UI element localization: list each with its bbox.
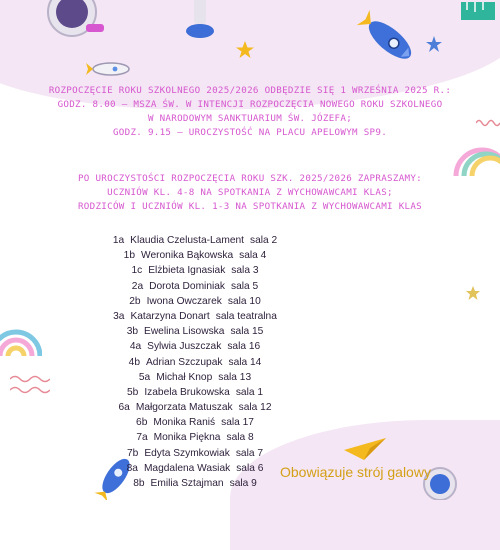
announcement-line: RODZICÓW I UCZNIÓW KL. 1-3 NA SPOTKANIA Z WYCHOWAWCAMI KLAS [77,201,423,212]
teacher-name: Izabela Brukowska [144,386,230,398]
announcement-line: W NARODOWYM SANKTUARIUM ŚW. JÓZEFA; [147,113,353,124]
class-code: 3a [113,310,125,322]
teacher-name: Małgorzata Matuszak [135,402,233,414]
room-number: sala 16 [227,341,261,353]
teacher-name: Klaudia Czelusta-Lament [130,235,244,246]
room-number: sala teatralna [215,310,277,322]
announcement-line: GODZ. 8.00 – MSZA ŚW. W INTENCJI ROZPOCZĘCIA NOWEGO ROKU SZKOLNEGO [57,99,443,110]
announcement-line: PO UROCZYSTOŚCI ROZPOCZĘCIA ROKU SZK. 2025/2026 ZAPRASZAMY: [77,173,423,184]
announcement-line: UCZNIÓW KL. 4-8 NA SPOTKANIA Z WYCHOWAWCAMI KLAS; [107,187,393,198]
room-number: sala 8 [226,432,254,444]
room-number: sala 1 [235,386,264,398]
class-code: 4b [128,356,141,368]
announcement-line: GODZ. 9.15 — UROCZYSTOŚĆ NA PLACU APELOWYM SP9. [112,127,388,138]
room-number: sala 12 [238,402,272,414]
teacher-name: Iwona Owczarek [146,295,222,307]
class-row [0,355,390,370]
room-number: sala 10 [227,295,261,307]
room-number: sala 6 [236,462,264,474]
class-code: 1a [112,235,125,246]
teacher-name: Ewelina Lisowska [144,326,225,338]
class-row [0,324,390,339]
class-room-list [0,233,390,491]
class-code: 8b [133,478,145,489]
class-code: 2a [131,280,144,292]
class-row [0,446,390,461]
class-code: 7b [126,447,139,459]
room-number: sala 14 [228,356,262,368]
teacher-name: Sylwia Juszczak [147,341,222,353]
small-rocket-icon [85,60,135,80]
class-code: 1c [131,265,143,277]
star-icon [425,35,443,53]
announcement-line: ROZPOCZĘCIE ROKU SZKOLNEGO 2025/2026 ODBĘDZIE SIĘ 1 WRZEŚNIA 2025 R.: [48,85,452,96]
astronaut-leg-icon [180,0,220,45]
teacher-name: Edyta Szymkowiak [144,447,230,459]
class-row [0,309,390,324]
class-row [0,400,390,415]
class-code: 2b [129,295,141,307]
room-number: sala 4 [239,250,267,262]
teacher-name: Weronika Bąkowska [141,250,234,262]
class-row [0,385,390,400]
room-number: sala 3 [231,265,259,277]
star-icon [235,40,255,60]
star-icon [465,285,481,301]
room-number: sala 15 [230,326,264,338]
class-row [0,294,390,309]
teacher-name: Monika Piękna [153,432,221,444]
room-number: sala 17 [221,417,254,429]
after-ceremony-info [0,172,500,214]
class-code: 5a [138,371,151,383]
teacher-name: Monika Raniś [153,417,216,429]
room-number: sala 2 [249,235,278,246]
class-code: 4a [129,341,142,353]
class-code: 1b [123,250,136,262]
class-row [0,370,390,385]
teacher-name: Dorota Dominiak [149,280,226,292]
teacher-name: Michał Knop [156,371,213,383]
class-row [0,415,390,430]
class-row [0,430,390,445]
rocket-icon [355,10,425,70]
class-row [0,279,390,294]
room-number: sala 13 [218,371,252,383]
class-code: 7a [136,432,148,444]
room-number: sala 5 [231,280,259,292]
room-number: sala 9 [229,478,257,489]
class-code: 5b [126,386,139,398]
class-code: 6a [118,402,130,414]
class-code: 6b [136,417,148,429]
class-row [0,248,390,263]
ruler-icon [455,0,500,28]
dress-code-note: Obowiązuje strój galowy [280,464,431,480]
teacher-name: Emilia Sztajman [150,478,224,489]
teacher-name: Katarzyna Donart [130,310,210,322]
teacher-name: Magdalena Wasiak [143,462,231,474]
opening-ceremony-info [0,84,500,140]
class-row [0,233,390,248]
class-row [0,263,390,278]
teacher-name: Adrian Szczupak [146,356,223,368]
class-code: 8a [126,462,138,474]
class-code: 3b [126,326,139,338]
class-row [0,339,390,354]
teacher-name: Elżbieta Ignasiak [148,265,226,277]
room-number: sala 7 [235,447,264,459]
